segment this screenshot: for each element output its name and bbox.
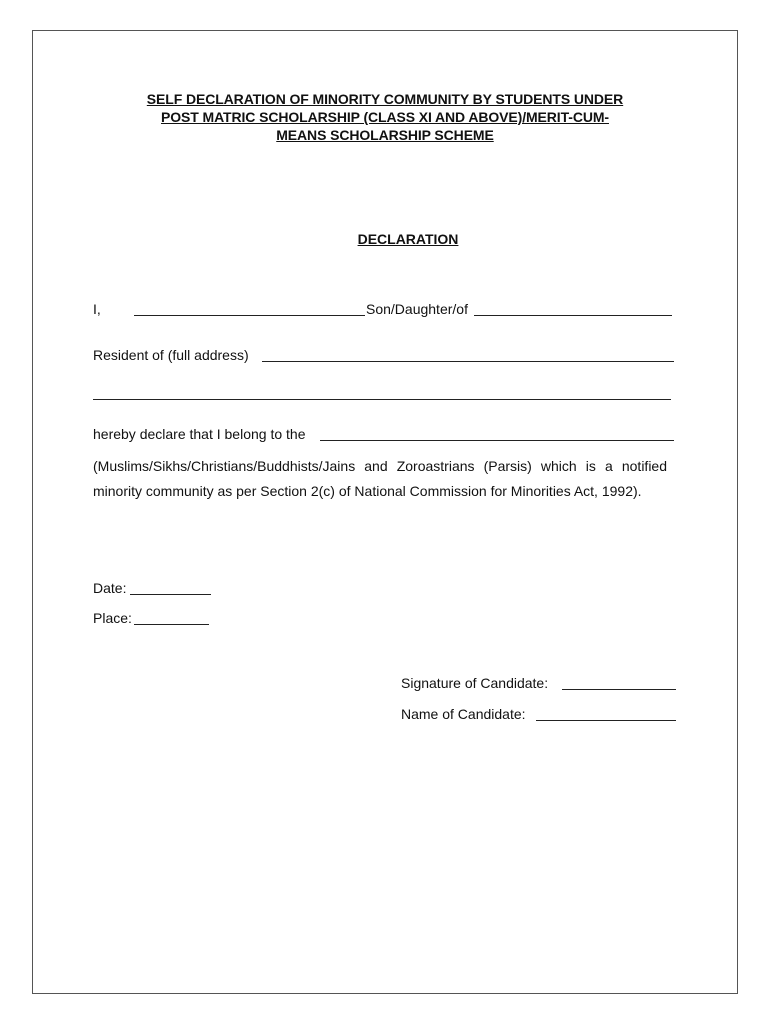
date-label: Date: [93,580,127,596]
community-blank[interactable] [320,440,674,441]
document-title-line-2: POST MATRIC SCHOLARSHIP (CLASS XI AND ABOVE)/MERIT-CUM- [161,109,609,125]
resident-label: Resident of (full address) [93,347,249,363]
candidate-name-blank[interactable] [134,315,365,316]
belong-label: hereby declare that I belong to the [93,426,306,442]
date-blank[interactable] [130,594,211,595]
place-label: Place: [93,610,132,626]
document-title-line-1: SELF DECLARATION OF MINORITY COMMUNITY BY STUDENTS UNDER [146,91,624,107]
document-title-line-3: MEANS SCHOLARSHIP SCHEME [276,127,494,143]
name-blank[interactable] [536,720,676,721]
address-blank-2[interactable] [93,399,671,400]
address-blank-1[interactable] [262,361,674,362]
document-page [32,30,738,994]
i-label: I, [93,301,101,317]
place-blank[interactable] [134,624,209,625]
name-label: Name of Candidate: [401,706,526,722]
signature-label: Signature of Candidate: [401,675,549,691]
signature-blank[interactable] [562,689,676,690]
declaration-heading: DECLARATION [357,231,459,247]
community-statement: (Muslims/Sikhs/Christians/Buddhists/Jains and Zoroastrians (Parsis) which is a notified minority community as per Section 2(c) of National Commission for Minorities Act, 1992). [93,458,667,499]
parent-name-blank[interactable] [474,315,672,316]
son-daughter-label: Son/Daughter/of [366,301,468,317]
